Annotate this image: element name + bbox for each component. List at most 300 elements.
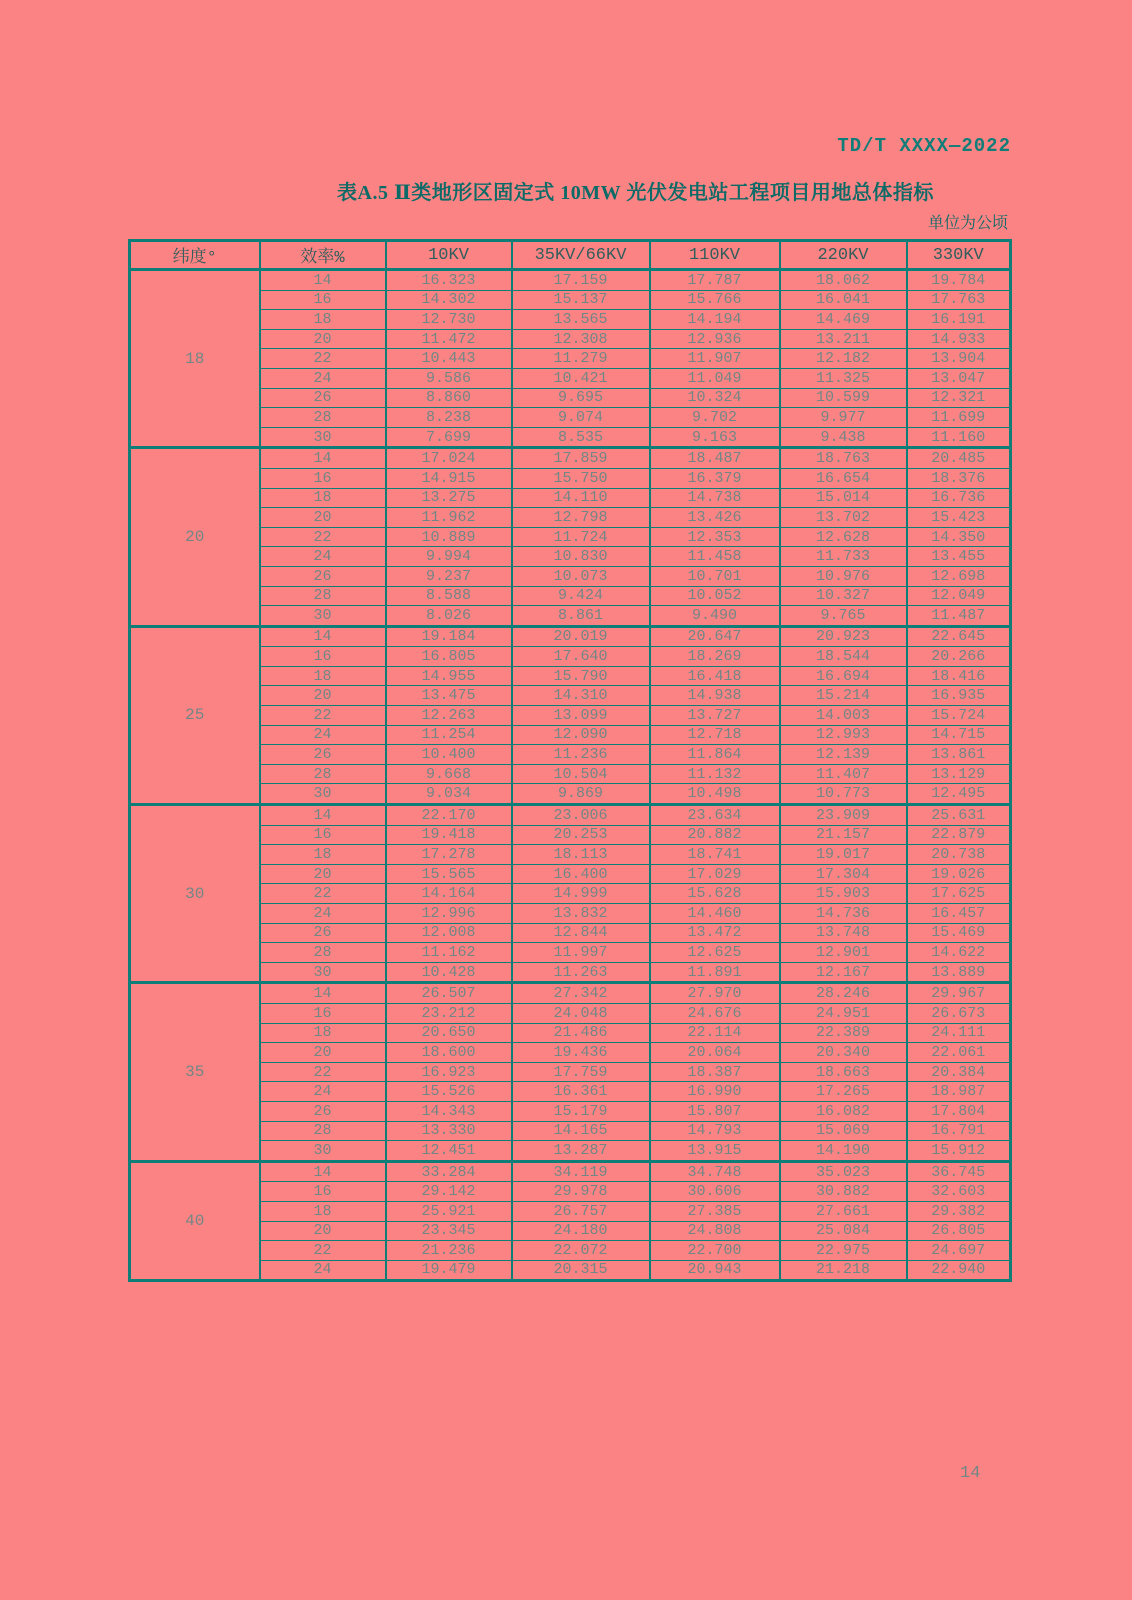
value-cell: 10.428 xyxy=(386,962,512,983)
value-cell: 17.159 xyxy=(512,270,650,291)
efficiency-cell: 28 xyxy=(260,764,386,784)
value-cell: 28.246 xyxy=(780,983,907,1004)
value-cell: 11.160 xyxy=(907,427,1011,448)
efficiency-cell: 26 xyxy=(260,745,386,765)
efficiency-cell: 14 xyxy=(260,626,386,647)
efficiency-cell: 16 xyxy=(260,468,386,488)
table-row xyxy=(130,845,1011,865)
table-row xyxy=(130,368,1011,388)
value-cell: 10.327 xyxy=(780,586,907,606)
value-cell: 14.955 xyxy=(386,666,512,686)
table-row xyxy=(130,1141,1011,1162)
efficiency-cell: 20 xyxy=(260,1043,386,1063)
value-cell: 19.026 xyxy=(907,864,1011,884)
value-cell: 12.167 xyxy=(780,962,907,983)
value-cell: 14.999 xyxy=(512,884,650,904)
efficiency-cell: 30 xyxy=(260,1141,386,1162)
value-cell: 22.061 xyxy=(907,1043,1011,1063)
value-cell: 16.361 xyxy=(512,1082,650,1102)
value-cell: 12.049 xyxy=(907,586,1011,606)
value-cell: 36.745 xyxy=(907,1161,1011,1182)
value-cell: 11.472 xyxy=(386,329,512,349)
value-cell: 16.082 xyxy=(780,1101,907,1121)
value-cell: 14.736 xyxy=(780,904,907,924)
value-cell: 17.640 xyxy=(512,647,650,667)
value-cell: 22.072 xyxy=(512,1241,650,1261)
value-cell: 16.654 xyxy=(780,468,907,488)
table-row xyxy=(130,488,1011,508)
latitude-cell: 35 xyxy=(130,983,260,1161)
value-cell: 24.111 xyxy=(907,1023,1011,1043)
table-row xyxy=(130,586,1011,606)
efficiency-cell: 24 xyxy=(260,368,386,388)
value-cell: 10.443 xyxy=(386,349,512,369)
value-cell: 35.023 xyxy=(780,1161,907,1182)
value-cell: 16.379 xyxy=(650,468,780,488)
value-cell: 15.724 xyxy=(907,706,1011,726)
value-cell: 33.284 xyxy=(386,1161,512,1182)
value-cell: 13.330 xyxy=(386,1121,512,1141)
value-cell: 13.889 xyxy=(907,962,1011,983)
value-cell: 13.702 xyxy=(780,508,907,528)
efficiency-cell: 28 xyxy=(260,943,386,963)
value-cell: 14.469 xyxy=(780,310,907,330)
value-cell: 18.416 xyxy=(907,666,1011,686)
table-row xyxy=(130,864,1011,884)
value-cell: 13.287 xyxy=(512,1141,650,1162)
value-cell: 9.977 xyxy=(780,408,907,428)
latitude-cell: 40 xyxy=(130,1161,260,1281)
value-cell: 17.759 xyxy=(512,1062,650,1082)
value-cell: 19.418 xyxy=(386,825,512,845)
value-cell: 20.943 xyxy=(650,1260,780,1281)
value-cell: 18.487 xyxy=(650,448,780,469)
table-row xyxy=(130,943,1011,963)
value-cell: 9.586 xyxy=(386,368,512,388)
value-cell: 22.879 xyxy=(907,825,1011,845)
efficiency-cell: 24 xyxy=(260,904,386,924)
efficiency-cell: 16 xyxy=(260,825,386,845)
efficiency-cell: 14 xyxy=(260,983,386,1004)
table-row xyxy=(130,290,1011,310)
table-row xyxy=(130,427,1011,448)
value-cell: 23.345 xyxy=(386,1221,512,1241)
value-cell: 11.962 xyxy=(386,508,512,528)
value-cell: 17.278 xyxy=(386,845,512,865)
value-cell: 12.139 xyxy=(780,745,907,765)
value-cell: 20.315 xyxy=(512,1260,650,1281)
efficiency-cell: 22 xyxy=(260,884,386,904)
value-cell: 18.600 xyxy=(386,1043,512,1063)
efficiency-cell: 18 xyxy=(260,666,386,686)
value-cell: 22.940 xyxy=(907,1260,1011,1281)
value-cell: 34.748 xyxy=(650,1161,780,1182)
value-cell: 23.909 xyxy=(780,805,907,826)
efficiency-cell: 30 xyxy=(260,427,386,448)
value-cell: 15.423 xyxy=(907,508,1011,528)
value-cell: 12.628 xyxy=(780,527,907,547)
efficiency-cell: 18 xyxy=(260,1201,386,1221)
value-cell: 13.915 xyxy=(650,1141,780,1162)
efficiency-cell: 16 xyxy=(260,1003,386,1023)
value-cell: 10.976 xyxy=(780,566,907,586)
value-cell: 9.034 xyxy=(386,784,512,805)
value-cell: 11.132 xyxy=(650,764,780,784)
value-cell: 14.938 xyxy=(650,686,780,706)
value-cell: 9.994 xyxy=(386,547,512,567)
value-cell: 10.701 xyxy=(650,566,780,586)
value-cell: 14.793 xyxy=(650,1121,780,1141)
value-cell: 22.645 xyxy=(907,626,1011,647)
value-cell: 18.987 xyxy=(907,1082,1011,1102)
table-row xyxy=(130,725,1011,745)
value-cell: 17.024 xyxy=(386,448,512,469)
table-row xyxy=(130,825,1011,845)
table-title: 表A.5 Ⅱ类地形区固定式 10MW 光伏发电站工程项目用地总体指标 xyxy=(337,182,934,204)
value-cell: 11.907 xyxy=(650,349,780,369)
table-row xyxy=(130,388,1011,408)
value-cell: 12.495 xyxy=(907,784,1011,805)
value-cell: 17.265 xyxy=(780,1082,907,1102)
value-cell: 8.026 xyxy=(386,606,512,627)
value-cell: 18.113 xyxy=(512,845,650,865)
value-cell: 10.400 xyxy=(386,745,512,765)
value-cell: 12.625 xyxy=(650,943,780,963)
value-cell: 20.266 xyxy=(907,647,1011,667)
land-use-indicator-table xyxy=(128,239,1012,1282)
value-cell: 10.889 xyxy=(386,527,512,547)
efficiency-cell: 28 xyxy=(260,586,386,606)
value-cell: 15.214 xyxy=(780,686,907,706)
table-row xyxy=(130,686,1011,706)
value-cell: 9.695 xyxy=(512,388,650,408)
value-cell: 12.321 xyxy=(907,388,1011,408)
efficiency-cell: 22 xyxy=(260,349,386,369)
efficiency-cell: 28 xyxy=(260,408,386,428)
value-cell: 13.129 xyxy=(907,764,1011,784)
latitude-cell: 18 xyxy=(130,270,260,448)
value-cell: 8.860 xyxy=(386,388,512,408)
column-header-5: 220KV xyxy=(780,241,907,270)
value-cell: 12.182 xyxy=(780,349,907,369)
value-cell: 29.382 xyxy=(907,1201,1011,1221)
efficiency-cell: 14 xyxy=(260,805,386,826)
value-cell: 8.238 xyxy=(386,408,512,428)
value-cell: 14.915 xyxy=(386,468,512,488)
value-cell: 26.507 xyxy=(386,983,512,1004)
efficiency-cell: 26 xyxy=(260,566,386,586)
table-row xyxy=(130,1241,1011,1261)
unit-note: 单位为公顷 xyxy=(927,215,1008,232)
value-cell: 34.119 xyxy=(512,1161,650,1182)
value-cell: 11.407 xyxy=(780,764,907,784)
value-cell: 13.099 xyxy=(512,706,650,726)
value-cell: 14.460 xyxy=(650,904,780,924)
value-cell: 17.859 xyxy=(512,448,650,469)
value-cell: 8.588 xyxy=(386,586,512,606)
table-row xyxy=(130,606,1011,627)
value-cell: 18.663 xyxy=(780,1062,907,1082)
standard-code: TD/T XXXX—2022 xyxy=(837,135,1011,157)
efficiency-cell: 30 xyxy=(260,606,386,627)
value-cell: 13.455 xyxy=(907,547,1011,567)
value-cell: 9.074 xyxy=(512,408,650,428)
value-cell: 15.766 xyxy=(650,290,780,310)
value-cell: 17.029 xyxy=(650,864,780,884)
table-row xyxy=(130,1221,1011,1241)
table-row xyxy=(130,468,1011,488)
value-cell: 24.951 xyxy=(780,1003,907,1023)
table-row xyxy=(130,745,1011,765)
value-cell: 9.702 xyxy=(650,408,780,428)
value-cell: 22.700 xyxy=(650,1241,780,1261)
value-cell: 20.384 xyxy=(907,1062,1011,1082)
table-row xyxy=(130,805,1011,826)
value-cell: 24.808 xyxy=(650,1221,780,1241)
column-header-4: 110KV xyxy=(650,241,780,270)
value-cell: 18.269 xyxy=(650,647,780,667)
value-cell: 14.003 xyxy=(780,706,907,726)
value-cell: 21.218 xyxy=(780,1260,907,1281)
value-cell: 15.790 xyxy=(512,666,650,686)
value-cell: 11.864 xyxy=(650,745,780,765)
table-row xyxy=(130,706,1011,726)
latitude-cell: 25 xyxy=(130,626,260,804)
value-cell: 11.891 xyxy=(650,962,780,983)
value-cell: 9.765 xyxy=(780,606,907,627)
value-cell: 22.170 xyxy=(386,805,512,826)
value-cell: 25.631 xyxy=(907,805,1011,826)
efficiency-cell: 18 xyxy=(260,845,386,865)
value-cell: 27.342 xyxy=(512,983,650,1004)
value-cell: 18.376 xyxy=(907,468,1011,488)
value-cell: 15.069 xyxy=(780,1121,907,1141)
value-cell: 26.757 xyxy=(512,1201,650,1221)
value-cell: 11.458 xyxy=(650,547,780,567)
table-row xyxy=(130,547,1011,567)
efficiency-cell: 22 xyxy=(260,1062,386,1082)
table-row xyxy=(130,923,1011,943)
value-cell: 15.526 xyxy=(386,1082,512,1102)
value-cell: 12.718 xyxy=(650,725,780,745)
value-cell: 11.325 xyxy=(780,368,907,388)
value-cell: 16.191 xyxy=(907,310,1011,330)
table-row xyxy=(130,1121,1011,1141)
value-cell: 17.787 xyxy=(650,270,780,291)
value-cell: 30.882 xyxy=(780,1182,907,1202)
value-cell: 14.738 xyxy=(650,488,780,508)
value-cell: 15.628 xyxy=(650,884,780,904)
efficiency-cell: 26 xyxy=(260,388,386,408)
value-cell: 24.180 xyxy=(512,1221,650,1241)
column-header-2: 10KV xyxy=(386,241,512,270)
value-cell: 16.990 xyxy=(650,1082,780,1102)
value-cell: 13.748 xyxy=(780,923,907,943)
table-row xyxy=(130,566,1011,586)
efficiency-cell: 24 xyxy=(260,1082,386,1102)
efficiency-cell: 16 xyxy=(260,1182,386,1202)
efficiency-cell: 14 xyxy=(260,1161,386,1182)
value-cell: 13.472 xyxy=(650,923,780,943)
value-cell: 16.736 xyxy=(907,488,1011,508)
value-cell: 8.535 xyxy=(512,427,650,448)
value-cell: 21.157 xyxy=(780,825,907,845)
value-cell: 16.923 xyxy=(386,1062,512,1082)
column-header-0: 纬度° xyxy=(130,241,260,270)
value-cell: 11.049 xyxy=(650,368,780,388)
table-row xyxy=(130,666,1011,686)
value-cell: 27.970 xyxy=(650,983,780,1004)
value-cell: 11.699 xyxy=(907,408,1011,428)
value-cell: 19.184 xyxy=(386,626,512,647)
value-cell: 19.436 xyxy=(512,1043,650,1063)
value-cell: 27.385 xyxy=(650,1201,780,1221)
value-cell: 14.715 xyxy=(907,725,1011,745)
value-cell: 10.073 xyxy=(512,566,650,586)
efficiency-cell: 30 xyxy=(260,962,386,983)
value-cell: 18.544 xyxy=(780,647,907,667)
efficiency-cell: 24 xyxy=(260,1260,386,1281)
column-header-3: 35KV/66KV xyxy=(512,241,650,270)
value-cell: 26.673 xyxy=(907,1003,1011,1023)
table-row xyxy=(130,448,1011,469)
value-cell: 13.565 xyxy=(512,310,650,330)
table-row xyxy=(130,884,1011,904)
value-cell: 13.861 xyxy=(907,745,1011,765)
value-cell: 24.048 xyxy=(512,1003,650,1023)
value-cell: 15.750 xyxy=(512,468,650,488)
value-cell: 20.019 xyxy=(512,626,650,647)
table-row xyxy=(130,1082,1011,1102)
value-cell: 10.421 xyxy=(512,368,650,388)
table-row xyxy=(130,1182,1011,1202)
value-cell: 10.599 xyxy=(780,388,907,408)
table-row xyxy=(130,1003,1011,1023)
value-cell: 13.047 xyxy=(907,368,1011,388)
efficiency-cell: 24 xyxy=(260,547,386,567)
value-cell: 23.212 xyxy=(386,1003,512,1023)
value-cell: 12.730 xyxy=(386,310,512,330)
value-cell: 12.936 xyxy=(650,329,780,349)
value-cell: 17.763 xyxy=(907,290,1011,310)
efficiency-cell: 22 xyxy=(260,1241,386,1261)
value-cell: 11.733 xyxy=(780,547,907,567)
value-cell: 15.469 xyxy=(907,923,1011,943)
value-cell: 9.438 xyxy=(780,427,907,448)
value-cell: 9.668 xyxy=(386,764,512,784)
table-row xyxy=(130,1023,1011,1043)
value-cell: 15.903 xyxy=(780,884,907,904)
value-cell: 13.832 xyxy=(512,904,650,924)
efficiency-cell: 16 xyxy=(260,290,386,310)
value-cell: 9.237 xyxy=(386,566,512,586)
value-cell: 22.389 xyxy=(780,1023,907,1043)
value-cell: 9.490 xyxy=(650,606,780,627)
efficiency-cell: 18 xyxy=(260,310,386,330)
value-cell: 15.912 xyxy=(907,1141,1011,1162)
value-cell: 17.625 xyxy=(907,884,1011,904)
value-cell: 16.935 xyxy=(907,686,1011,706)
value-cell: 13.275 xyxy=(386,488,512,508)
value-cell: 11.254 xyxy=(386,725,512,745)
value-cell: 16.418 xyxy=(650,666,780,686)
table-row xyxy=(130,508,1011,528)
value-cell: 14.343 xyxy=(386,1101,512,1121)
value-cell: 12.844 xyxy=(512,923,650,943)
value-cell: 10.324 xyxy=(650,388,780,408)
table-row xyxy=(130,962,1011,983)
value-cell: 20.882 xyxy=(650,825,780,845)
table-row xyxy=(130,270,1011,291)
table-row xyxy=(130,310,1011,330)
value-cell: 20.485 xyxy=(907,448,1011,469)
value-cell: 11.487 xyxy=(907,606,1011,627)
value-cell: 20.738 xyxy=(907,845,1011,865)
efficiency-cell: 26 xyxy=(260,923,386,943)
table-row xyxy=(130,1260,1011,1281)
table-row xyxy=(130,1062,1011,1082)
value-cell: 9.869 xyxy=(512,784,650,805)
value-cell: 24.676 xyxy=(650,1003,780,1023)
efficiency-cell: 30 xyxy=(260,784,386,805)
efficiency-cell: 20 xyxy=(260,864,386,884)
value-cell: 14.933 xyxy=(907,329,1011,349)
efficiency-cell: 20 xyxy=(260,1221,386,1241)
efficiency-cell: 22 xyxy=(260,527,386,547)
efficiency-cell: 18 xyxy=(260,488,386,508)
value-cell: 18.763 xyxy=(780,448,907,469)
value-cell: 10.504 xyxy=(512,764,650,784)
value-cell: 12.008 xyxy=(386,923,512,943)
table-row xyxy=(130,408,1011,428)
value-cell: 8.861 xyxy=(512,606,650,627)
value-cell: 10.498 xyxy=(650,784,780,805)
value-cell: 10.052 xyxy=(650,586,780,606)
value-cell: 14.165 xyxy=(512,1121,650,1141)
efficiency-cell: 20 xyxy=(260,686,386,706)
value-cell: 12.308 xyxy=(512,329,650,349)
table-row xyxy=(130,527,1011,547)
value-cell: 30.606 xyxy=(650,1182,780,1202)
table-row xyxy=(130,647,1011,667)
value-cell: 20.923 xyxy=(780,626,907,647)
efficiency-cell: 22 xyxy=(260,706,386,726)
value-cell: 13.727 xyxy=(650,706,780,726)
table-row xyxy=(130,764,1011,784)
value-cell: 27.661 xyxy=(780,1201,907,1221)
value-cell: 16.694 xyxy=(780,666,907,686)
value-cell: 11.997 xyxy=(512,943,650,963)
value-cell: 11.724 xyxy=(512,527,650,547)
value-cell: 11.279 xyxy=(512,349,650,369)
table-row xyxy=(130,1043,1011,1063)
value-cell: 17.804 xyxy=(907,1101,1011,1121)
value-cell: 14.350 xyxy=(907,527,1011,547)
table-row xyxy=(130,784,1011,805)
table-row xyxy=(130,626,1011,647)
value-cell: 15.807 xyxy=(650,1101,780,1121)
value-cell: 12.698 xyxy=(907,566,1011,586)
value-cell: 23.006 xyxy=(512,805,650,826)
value-cell: 29.142 xyxy=(386,1182,512,1202)
value-cell: 15.137 xyxy=(512,290,650,310)
value-cell: 14.190 xyxy=(780,1141,907,1162)
value-cell: 29.967 xyxy=(907,983,1011,1004)
value-cell: 19.784 xyxy=(907,270,1011,291)
value-cell: 16.041 xyxy=(780,290,907,310)
value-cell: 15.014 xyxy=(780,488,907,508)
value-cell: 22.975 xyxy=(780,1241,907,1261)
